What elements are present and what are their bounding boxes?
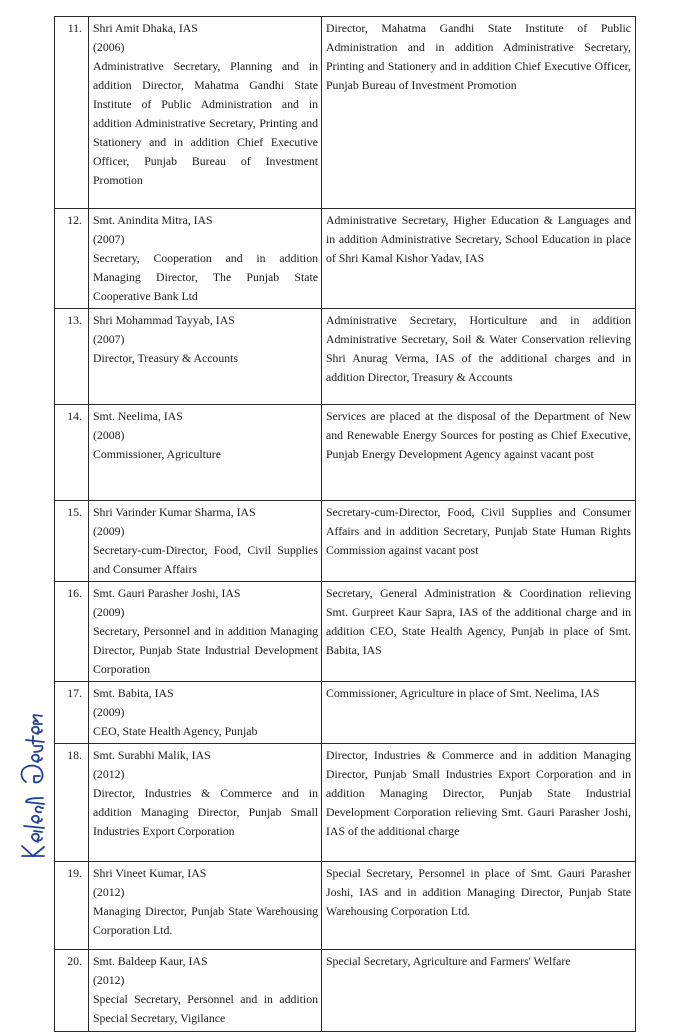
serial-number: 14. — [55, 405, 89, 501]
serial-number: 12. — [55, 209, 89, 309]
officer-name: Smt. Surabhi Malik, IAS — [93, 748, 211, 762]
new-posting: Services are placed at the disposal of the Department of New and Renewable Energy Sources for posting as Chief Executive, Punjab Energy Development Agency against vacant post — [322, 405, 636, 501]
serial-number: 19. — [55, 862, 89, 950]
officer-cell — [89, 862, 322, 950]
officer-name: Smt. Anindita Mitra, IAS — [93, 213, 213, 227]
current-posting: Secretary, Personnel and in addition Managing Director, Punjab State Industrial Development Corporation — [93, 624, 318, 676]
new-posting: Director, Industries & Commerce and in addition Managing Director, Punjab Small Industries Export Corporation and in addition Managing Director, Punjab State Industrial Development Corporation relieving Smt. Gauri Parasher Joshi, IAS of the additional charge — [322, 744, 636, 862]
table-row — [55, 309, 636, 405]
table-row — [55, 862, 636, 950]
officer-name: Smt. Neelima, IAS — [93, 409, 183, 423]
table-row — [55, 17, 636, 209]
officer-cell — [89, 405, 322, 501]
officer-name: Smt. Gauri Parasher Joshi, IAS — [93, 586, 241, 600]
current-posting: Director, Treasury & Accounts — [93, 351, 239, 365]
officer-cell — [89, 950, 322, 1032]
officer-batch: (2012) — [93, 885, 125, 899]
handwritten-signature — [14, 712, 48, 860]
serial-number: 18. — [55, 744, 89, 862]
signature-image — [14, 712, 48, 860]
new-posting: Special Secretary, Personnel in place of Smt. Gauri Parasher Joshi, IAS and in addition Managing Director, Punjab State Warehousing Corporation Ltd. — [322, 862, 636, 950]
serial-number: 20. — [55, 950, 89, 1032]
officer-batch: (2007) — [93, 332, 125, 346]
current-posting: Commissioner, Agriculture — [93, 447, 221, 461]
officer-batch: (2012) — [93, 973, 125, 987]
current-posting: Special Secretary, Personnel and in addition Special Secretary, Vigilance — [93, 992, 318, 1025]
transfer-order-table — [54, 16, 636, 1032]
officer-batch: (2012) — [93, 767, 125, 781]
officer-batch: (2007) — [93, 232, 125, 246]
officer-name: Shri Vineet Kumar, IAS — [93, 866, 207, 880]
table-row — [55, 405, 636, 501]
new-posting: Director, Mahatma Gandhi State Institute of Public Administration and in addition Administrative Secretary, Printing and Stationery and in addition Chief Executive Officer, Punjab Bureau of Investment Promotion — [322, 17, 636, 209]
officer-name: Shri Amit Dhaka, IAS — [93, 21, 198, 35]
new-posting: Commissioner, Agriculture in place of Smt. Neelima, IAS — [322, 682, 636, 744]
table-row — [55, 682, 636, 744]
officer-cell — [89, 309, 322, 405]
officer-batch: (2009) — [93, 705, 125, 719]
new-posting: Secretary-cum-Director, Food, Civil Supplies and Consumer Affairs and in addition Secretary, Punjab State Human Rights Commission against vacant post — [322, 501, 636, 582]
new-posting: Administrative Secretary, Higher Education & Languages and in addition Administrative Secretary, School Education in place of Shri Kamal Kishor Yadav, IAS — [322, 209, 636, 309]
table-row — [55, 582, 636, 682]
officer-batch: (2009) — [93, 524, 125, 538]
officer-name: Shri Varinder Kumar Sharma, IAS — [93, 505, 256, 519]
serial-number: 15. — [55, 501, 89, 582]
officer-name: Smt. Babita, IAS — [93, 686, 174, 700]
table-row — [55, 501, 636, 582]
officer-cell — [89, 17, 322, 209]
officer-cell — [89, 501, 322, 582]
serial-number: 13. — [55, 309, 89, 405]
officer-name: Smt. Baldeep Kaur, IAS — [93, 954, 208, 968]
new-posting: Administrative Secretary, Horticulture and in addition Administrative Secretary, Soil & Water Conservation relieving Shri Anurag Verma, IAS of the additional charges and in addition Director, Treasury & Accounts — [322, 309, 636, 405]
serial-number: 16. — [55, 582, 89, 682]
current-posting: Director, Industries & Commerce and in addition Managing Director, Punjab Small Industries Export Corporation — [93, 786, 318, 838]
new-posting: Special Secretary, Agriculture and Farmers' Welfare — [322, 950, 636, 1032]
current-posting: Secretary, Cooperation and in addition Managing Director, The Punjab State Cooperative Bank Ltd — [93, 251, 318, 303]
officer-cell — [89, 744, 322, 862]
serial-number: 17. — [55, 682, 89, 744]
officer-batch: (2006) — [93, 40, 125, 54]
officer-batch: (2008) — [93, 428, 125, 442]
officer-batch: (2009) — [93, 605, 125, 619]
current-posting: Secretary-cum-Director, Food, Civil Supplies and Consumer Affairs — [93, 543, 318, 576]
table-row — [55, 209, 636, 309]
table-row — [55, 950, 636, 1032]
officer-cell — [89, 209, 322, 309]
officer-cell — [89, 582, 322, 682]
current-posting: Managing Director, Punjab State Warehousing Corporation Ltd. — [93, 904, 318, 937]
table-row — [55, 744, 636, 862]
new-posting: Secretary, General Administration & Coordination relieving Smt. Gurpreet Kaur Sapra, IAS of the additional charge and in addition CEO, State Health Agency, Punjab in place of Smt. Babita, IAS — [322, 582, 636, 682]
officer-cell — [89, 682, 322, 744]
serial-number: 11. — [55, 17, 89, 209]
current-posting: Administrative Secretary, Planning and in addition Director, Mahatma Gandhi State Institute of Public Administration and in addition Administrative Secretary, Printing and Stationery and in addition Chief Executive Officer, Punjab Bureau of Investment Promotion — [93, 59, 318, 187]
officer-name: Shri Mohammad Tayyab, IAS — [93, 313, 235, 327]
current-posting: CEO, State Health Agency, Punjab — [93, 724, 258, 738]
